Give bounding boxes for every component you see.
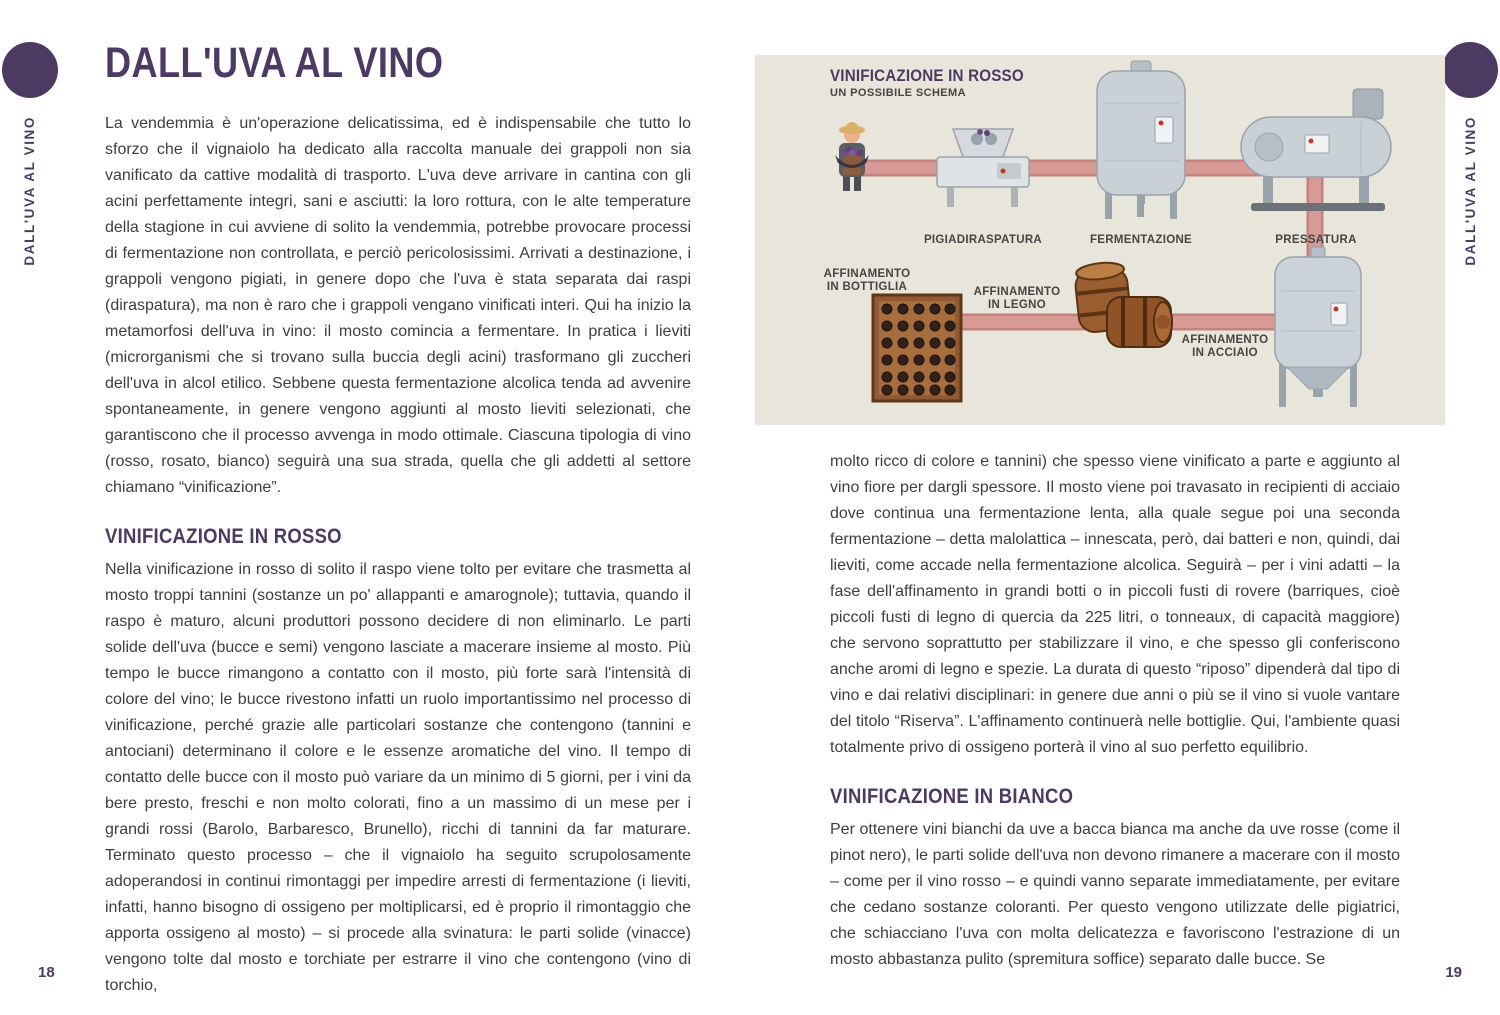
crusher-machine	[937, 129, 1029, 207]
rosso-paragraph: Nella vinificazione in rosso di solito il raspo viene tolto per evitare che trasmetta al mosto troppi tannini (sostanze un po' allappanti e amarognole); tuttavia, quando il raspo è maturo, alcuni produttori possono decidere di non eliminarlo. Le parti solide dell'uva (bucce e semi) vengono lasciate a macerare insieme al mosto. Più tempo le bucce rimangono a contatto con il mosto, più forte sarà l'intensità di colore del vino; le bucce rivestono infatti un ruolo importantissimo nel processo di vinificazione, perché grazie alle particolari sostanze che contengono (tannini e antociani) determinano il colore e le essenze aromatiche del vino. Il tempo di contatto delle bucce con il mosto può variare da un minimo di 5 giorni, per i vini da bere presto, freschi e non molto colorati, fino a un massimo di un mese per i grandi rossi (Barolo, Barbaresco, Brunello), ricchi di tannini da far maturare. Terminato questo processo – che il vignaiolo ha seguito scrupolosamente adoperandosi in continui rimontaggi per impedire arresti di fermentazione (i lieviti, infatti, hanno bisogno di ossigeno per moltiplicarsi, ed è proprio il rimontaggio che apporta ossigeno al mosto) – si procede alla svinatura: le parti solide (vinacce) vengono tolte dal mosto e torchiate per estrarre il vino che contengono (vino di torchio,	[105, 561, 691, 994]
chapter-tab-circle-right	[1442, 42, 1498, 98]
diagram-title: VINIFICAZIONE IN ROSSO	[830, 67, 1024, 85]
chapter-vertical-title-left: DALL'UVA AL VINO	[22, 116, 37, 266]
label-affinamento-bottiglia-2: IN BOTTIGLIA	[826, 281, 908, 293]
chapter-vertical-title-right: DALL'UVA AL VINO	[1463, 116, 1478, 266]
winemaking-diagram	[755, 55, 1445, 425]
intro-paragraph: La vendemmia è un'operazione delicatissima, ed è indispensabile che tutto lo sforzo che il vignaiolo ha dedicato alla raccolta manuale dei grappoli non sia vanificato da cattive modalità di trasporto. L'uva deve arrivare in cantina con gli acini perfettamente integri, sani e asciutti: la loro rottura, con le alte temperature della stagione in cui avviene di solito la vendemmia, potrebbe provocare processi di fermentazione non controllata, e perciò pericolosissimi. Arrivati a destinazione, i grappoli vengono pigiati, in genere dopo che l'uva è stata separata dai raspi (diraspatura), ma non è raro che i grappoli vengano vinificati interi. Qui ha inizio la metamorfosi dell'uva in vino: il mosto comincia a fermentare. In pratica i lieviti (microrganismi che si trovano sulla buccia degli acini) trasformano gli zuccheri dell'uva in alcol etilico. Sebbene questa fermentazione alcolica tenda ad avvenire spontaneamente, in genere vengono aggiunti al mosto lieviti selezionati, che garantiscono che il processo avvenga in modo ottimale. Ciascuna tipologia di vino (rosso, rosato, bianco) seguirà una sua strada, quella che gli addetti al settore chiamano “vinificazione”.	[105, 115, 691, 496]
chapter-tab-circle-left	[2, 42, 58, 98]
diagram-title-block	[830, 67, 1041, 99]
label-affinamento-legno-2: IN LEGNO	[988, 299, 1046, 311]
fermentation-tank	[1097, 61, 1185, 219]
section-heading-bianco: VINIFICAZIONE IN BIANCO	[830, 785, 1074, 808]
label-pressatura: PRESSATURA	[1275, 234, 1357, 246]
label-affinamento-acciaio-2: IN ACCIAIO	[1192, 347, 1258, 359]
label-fermentazione: FERMENTAZIONE	[1089, 234, 1193, 246]
label-pigiadiraspatura: PIGIADIRASPATURA	[923, 234, 1043, 246]
page-number-right: 19	[1445, 964, 1462, 981]
label-affinamento-legno-1: AFFINAMENTO	[973, 286, 1061, 298]
label-affinamento-acciaio-1: AFFINAMENTO	[1181, 334, 1269, 346]
page-number-left: 18	[38, 964, 55, 981]
rosso-continuation-paragraph: molto ricco di colore e tannini) che spesso viene vinificato a parte e aggiunto al vino fiore per dargli spessore. Il mosto viene poi travasato in recipienti di acciaio dove continua una fermentazione lenta, alla quale segue poi una seconda fermentazione – detta malolattica – innescata, però, dai batteri e non, quindi, dai lieviti, come accade nella fermentazione alcolica. Seguirà – per i vini adatti – la fase dell'affinamento in grandi botti o in piccoli fusti di rovere (barriques, cioè piccoli fusti di legno di quercia da 225 litri, o tonneaux, di capacità maggiore) che servono soprattutto per stabilizzare il vino, e che spesso gli conferiscono anche aromi di legno e spezie. La durata di questo “riposo” dipenderà dal tipo di vino e dai relativi disciplinari: in genere due anni o più se il vino si vuole vantare del titolo “Riserva”. L'affinamento continuerà nelle bottiglie. Qui, l'ambiente quasi totalmente privo di ossigeno porterà il vino al suo perfetto equilibrio.	[830, 453, 1400, 756]
page-right	[755, 55, 1445, 973]
bottle-rack	[873, 295, 961, 401]
section-heading-rosso: VINIFICAZIONE IN ROSSO	[105, 525, 342, 548]
right-page-text-column	[830, 449, 1400, 973]
steel-tank	[1275, 247, 1361, 407]
label-affinamento-bottiglia-1: AFFINAMENTO	[823, 268, 911, 280]
harvester-figure	[835, 122, 869, 191]
oak-barrels	[1073, 260, 1172, 347]
diagram-canvas	[755, 55, 1445, 425]
page-title: DALL'UVA AL VINO	[105, 39, 444, 87]
page-left	[105, 39, 691, 999]
bianco-paragraph: Per ottenere vini bianchi da uve a bacca bianca ma anche da uve rosse (come il pinot nero), le parti solide dell'uva non devono rimanere a macerare con il mosto – come per il vino rosso – e quindi vanno separate immediatamente, per evitare che cedano sostanze coloranti. Per questo vengono utilizzate delle pigiatrici, che schiacciano l'uva con molta delicatezza e favoriscono l'estrazione di un mosto abbastanza pulito (spremitura soffice) separato dalle bucce. Se	[830, 821, 1400, 968]
diagram-subtitle: UN POSSIBILE SCHEMA	[830, 87, 966, 99]
